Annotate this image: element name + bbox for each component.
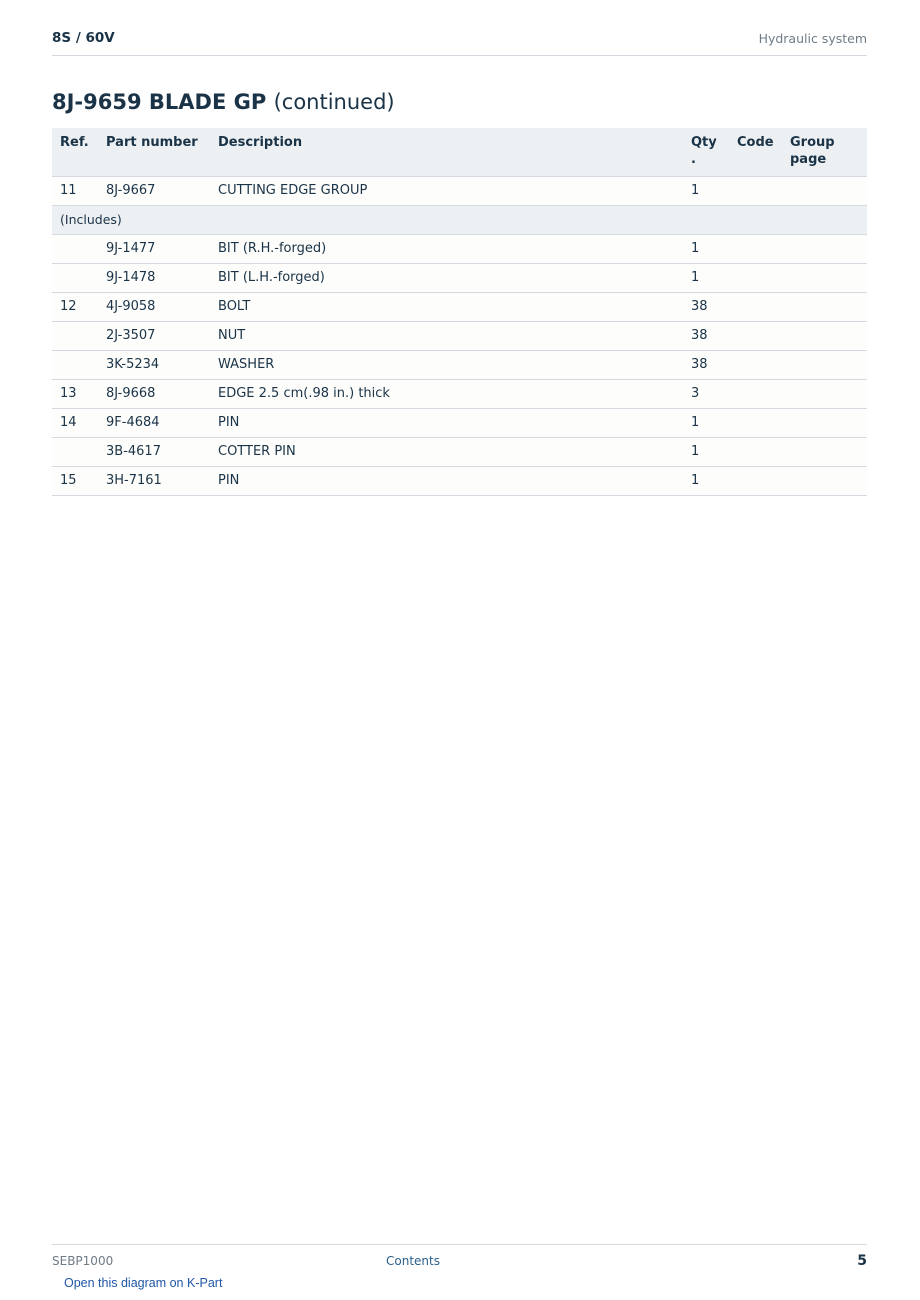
cell-code [729,409,782,438]
table-row [52,409,867,438]
cell-ref [52,438,98,467]
table-row [52,380,867,409]
column-header-group-line1: Group [790,135,835,150]
parts-table [52,128,867,496]
cell-qty: 1 [683,438,729,467]
cell-qty: 1 [683,409,729,438]
cell-code [729,322,782,351]
cell-description: PIN [210,467,683,496]
cell-code [729,380,782,409]
cell-group-page [782,409,867,438]
cell-code [729,264,782,293]
system-label: Hydraulic system [758,31,867,46]
includes-note: (Includes) [52,206,867,235]
cell-qty: 38 [683,293,729,322]
cell-ref: 14 [52,409,98,438]
cell-group-page [782,467,867,496]
cell-part-number: 3H-7161 [98,467,210,496]
cell-description: WASHER [210,351,683,380]
cell-group-page [782,235,867,264]
includes-note-row [52,206,867,235]
cell-group-page [782,322,867,351]
cell-ref [52,235,98,264]
cell-code [729,293,782,322]
cell-part-number: 9J-1477 [98,235,210,264]
table-row [52,351,867,380]
cell-ref [52,351,98,380]
cell-qty: 1 [683,264,729,293]
column-header-qty-line2: . [691,152,696,167]
table-row [52,438,867,467]
page-title [52,90,395,114]
page-number: 5 [857,1253,867,1269]
cell-group-page [782,177,867,206]
table-header-row [52,128,867,177]
table-row [52,264,867,293]
cell-qty: 38 [683,351,729,380]
cell-code [729,467,782,496]
cell-group-page [782,264,867,293]
cell-code [729,351,782,380]
cell-part-number: 8J-9667 [98,177,210,206]
column-header-ref: Ref. [52,128,98,177]
cell-qty: 1 [683,177,729,206]
cell-group-page [782,438,867,467]
cell-qty: 3 [683,380,729,409]
cell-part-number: 2J-3507 [98,322,210,351]
cell-part-number: 3K-5234 [98,351,210,380]
cell-description: BOLT [210,293,683,322]
page-title-suffix: (continued) [273,90,395,114]
cell-group-page [782,351,867,380]
cell-description: PIN [210,409,683,438]
column-header-description: Description [210,128,683,177]
column-header-code: Code [729,128,782,177]
column-header-group-line2: page [790,152,827,167]
page-title-main: 8J-9659 BLADE GP [52,90,267,114]
contents-link[interactable]: Contents [386,1254,440,1268]
cell-part-number: 4J-9058 [98,293,210,322]
cell-ref: 12 [52,293,98,322]
cell-part-number: 3B-4617 [98,438,210,467]
cell-part-number: 8J-9668 [98,380,210,409]
cell-ref [52,264,98,293]
cell-group-page [782,293,867,322]
cell-part-number: 9J-1478 [98,264,210,293]
page-header [52,28,867,56]
cell-code [729,438,782,467]
cell-description: BIT (R.H.-forged) [210,235,683,264]
cell-ref: 11 [52,177,98,206]
table-row [52,293,867,322]
cell-part-number: 9F-4684 [98,409,210,438]
cell-group-page [782,380,867,409]
cell-ref: 15 [52,467,98,496]
cell-qty: 38 [683,322,729,351]
cell-qty: 1 [683,235,729,264]
table-row [52,177,867,206]
cell-description: NUT [210,322,683,351]
model-label: 8S / 60V [52,30,115,46]
cell-ref [52,322,98,351]
document-id: SEBP1000 [52,1254,114,1268]
cell-description: EDGE 2.5 cm(.98 in.) thick [210,380,683,409]
open-in-kpart-link[interactable]: Open this diagram on K-Part [64,1276,223,1290]
table-row [52,322,867,351]
column-header-qty-line1: Qty [691,135,717,150]
cell-ref: 13 [52,380,98,409]
table-row [52,235,867,264]
cell-code [729,177,782,206]
cell-code [729,235,782,264]
cell-description: CUTTING EDGE GROUP [210,177,683,206]
column-header-group-page [782,128,867,177]
cell-description: COTTER PIN [210,438,683,467]
column-header-part-number: Part number [98,128,210,177]
cell-qty: 1 [683,467,729,496]
column-header-qty [683,128,729,177]
table-row [52,467,867,496]
cell-description: BIT (L.H.-forged) [210,264,683,293]
page-footer [52,1244,867,1268]
